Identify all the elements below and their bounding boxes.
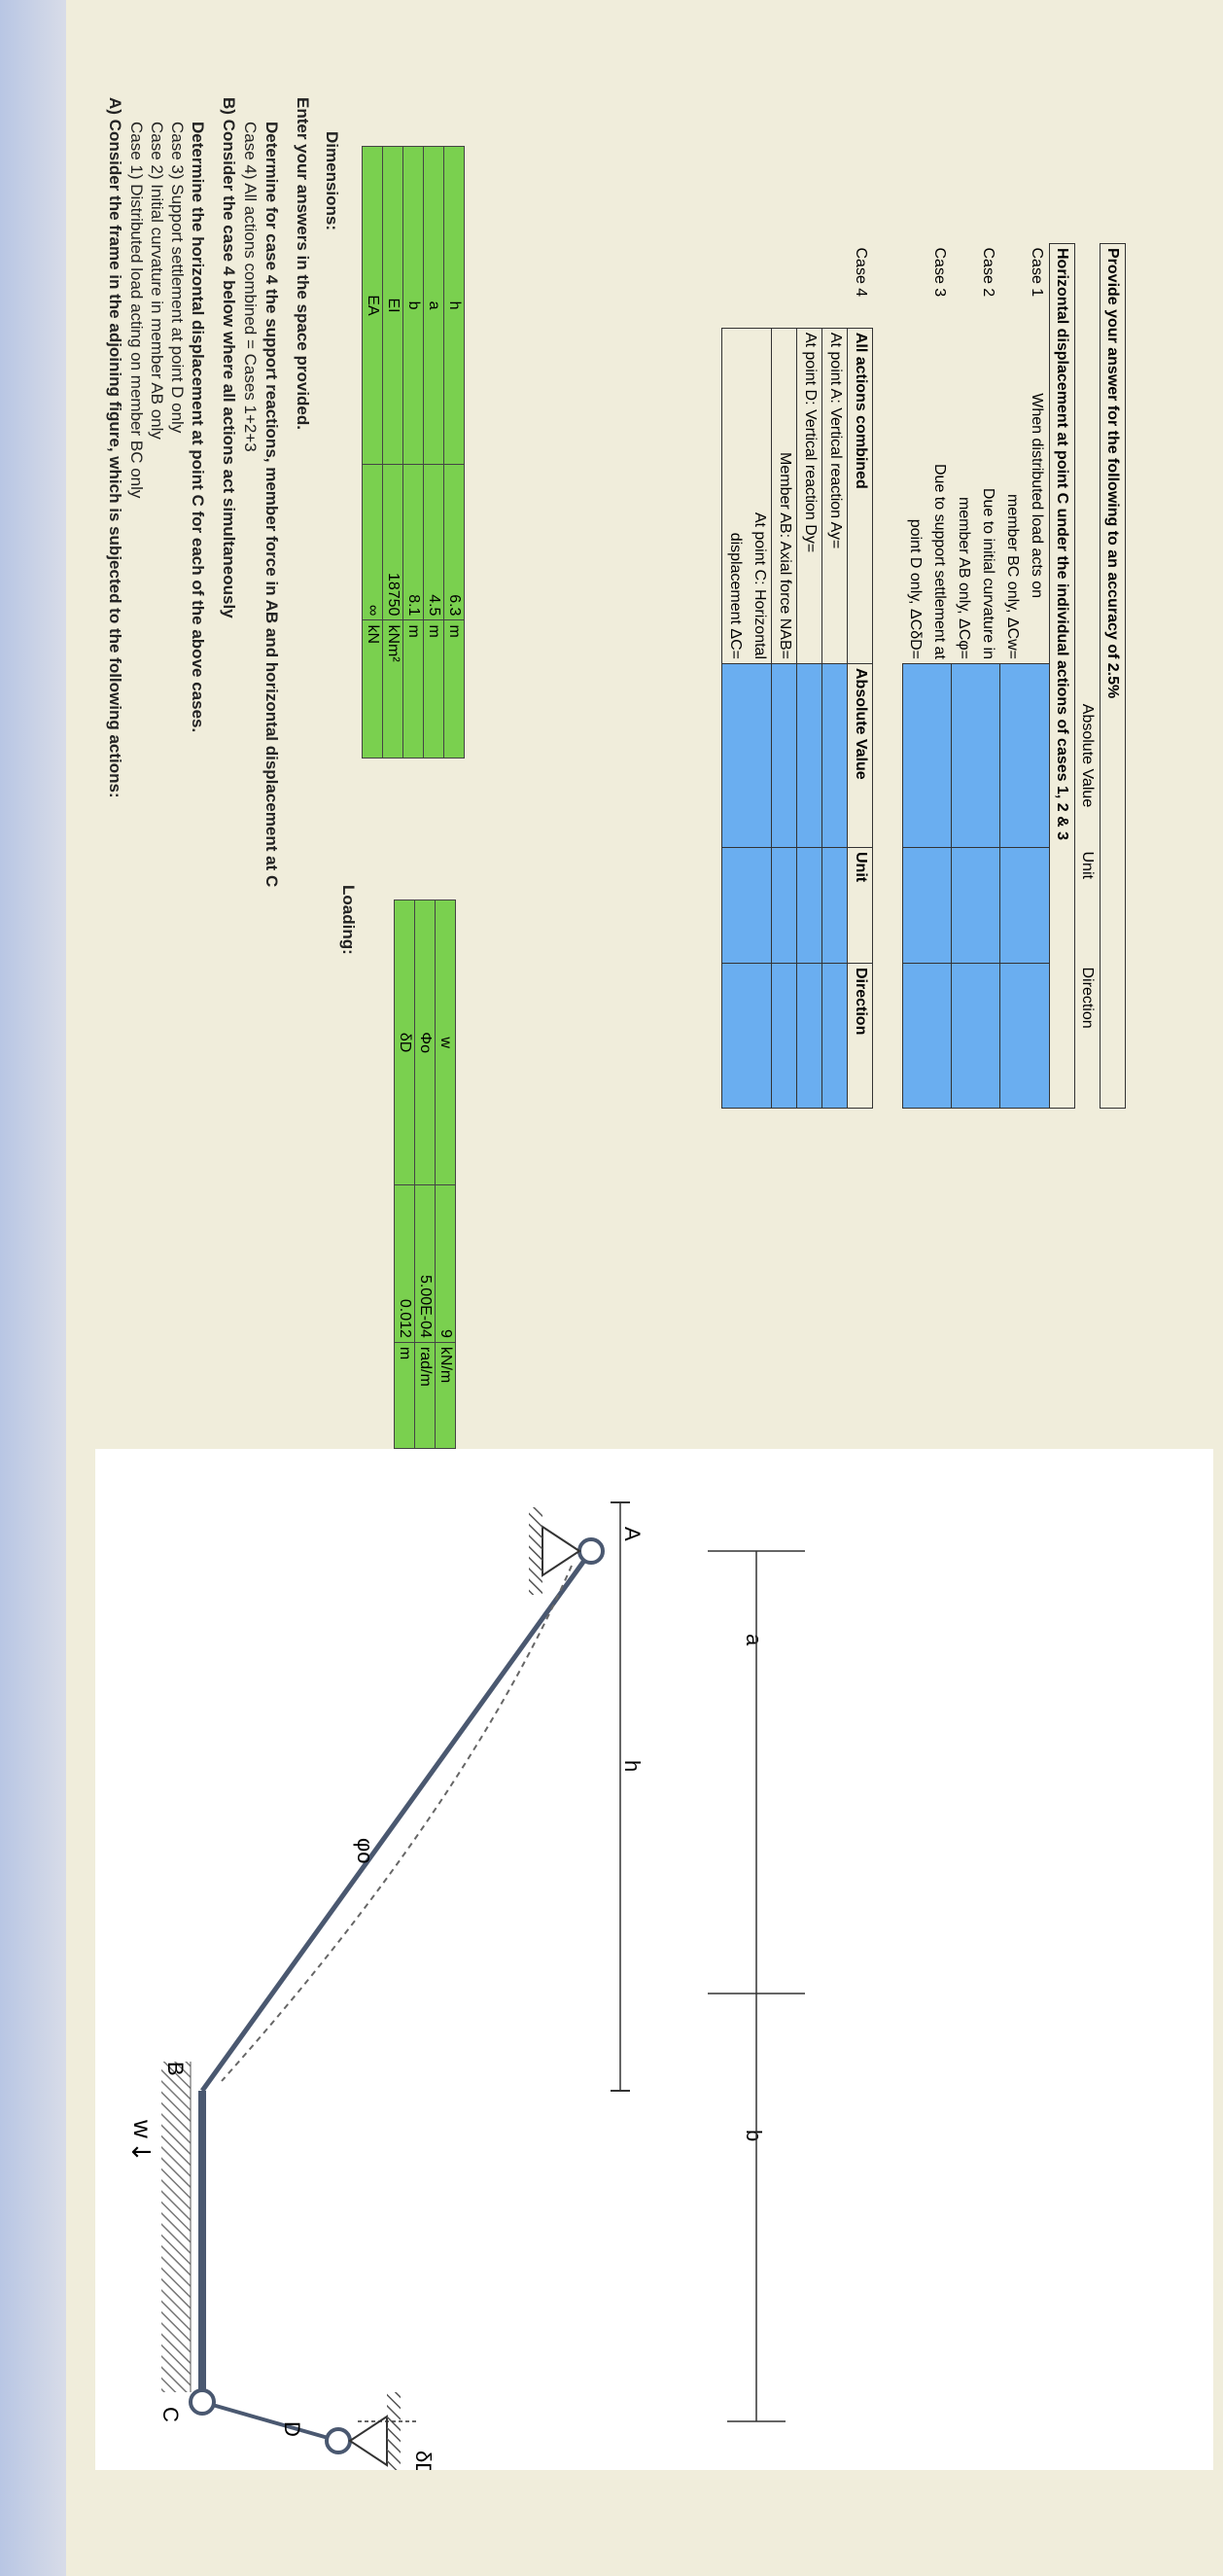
problem-a-title: A) Consider the frame in the adjoining figure, which is subjected to the following actions:: [106, 97, 124, 798]
case4-dy-label: At point D: Vertical reaction Dy=: [797, 328, 822, 663]
loading-label: Φo: [415, 900, 436, 1185]
label-a-dim: a: [742, 1634, 766, 1646]
label-h: h: [620, 1760, 645, 1773]
dy-unit-input[interactable]: [797, 848, 822, 964]
screen-edge: [0, 0, 66, 2576]
dimensions-label: b: [403, 147, 424, 465]
w-label: w: [128, 2120, 157, 2138]
dimensions-label: a: [424, 147, 444, 465]
dimensions-row: [444, 147, 465, 759]
ay-value-input[interactable]: [822, 664, 848, 848]
case4-label: Case 4: [853, 247, 869, 298]
dimensions-value: 4.5: [424, 465, 444, 620]
problem-a-task: Determine the horizontal displacement at point C for each of the above cases.: [189, 122, 207, 733]
dimensions-label: EA: [363, 147, 383, 465]
joint-c: [191, 2390, 214, 2414]
case4-ay-label: At point A: Vertical reaction Ay=: [822, 328, 848, 663]
case4-title: All actions combined: [848, 328, 873, 663]
label-c-point: C: [158, 2407, 183, 2422]
dc-unit-input[interactable]: [722, 848, 772, 964]
dc-value-input[interactable]: [722, 664, 772, 848]
section1-title: Horizontal displacement at point C under the individual actions of cases 1, 2 & 3: [1050, 244, 1075, 1109]
case2-desc1: Due to initial curvature in: [980, 487, 997, 659]
case2-unit-input[interactable]: [952, 848, 1000, 964]
frame-diagram: [95, 1449, 1213, 2470]
loading-row: [436, 900, 456, 1449]
loading-value: 0.012: [395, 1185, 415, 1343]
nab-direction-input[interactable]: [772, 964, 797, 1109]
case1-label: Case 1: [1029, 247, 1046, 298]
answer-table: [722, 243, 1127, 1109]
dimensions-unit: kNm²: [383, 620, 403, 759]
dy-direction-input[interactable]: [797, 964, 822, 1109]
loading-label: δD: [395, 900, 415, 1185]
case3-direction-input[interactable]: [903, 964, 952, 1109]
label-phi: φo: [353, 1838, 377, 1864]
dimensions-row: [363, 147, 383, 759]
arrow-down-icon: ↓: [125, 2141, 155, 2163]
case1-value-input[interactable]: [1000, 664, 1050, 848]
dimensions-value: 8.1: [403, 465, 424, 620]
case4-col-unit: Unit: [848, 848, 873, 964]
case3-unit-input[interactable]: [903, 848, 952, 964]
worksheet: [56, 0, 1223, 2576]
dy-value-input[interactable]: [797, 664, 822, 848]
support-d: [327, 2392, 401, 2470]
dimensions-row: [383, 147, 403, 759]
loading-unit: kN/m: [436, 1342, 456, 1448]
case4-dc-label2: displacement ΔC=: [722, 328, 748, 663]
case2-desc2: member AB only, ΔCφ=: [956, 496, 973, 659]
loading-unit: rad/m: [415, 1342, 436, 1448]
case3-value-input[interactable]: [903, 664, 952, 848]
col-unit-header: Unit: [1079, 851, 1097, 879]
dimensions-label: EI: [383, 147, 403, 465]
case4-dc-label1: At point C: Horizontal: [748, 328, 773, 663]
loading-title: Loading:: [339, 885, 358, 955]
case4-col-direction: Direction: [848, 964, 873, 1109]
frame-figure: [95, 1449, 1213, 2470]
dimensions-unit: kN: [363, 620, 383, 759]
dimensions-value: ∞: [363, 465, 383, 620]
dimensions-table: [362, 146, 465, 759]
case3-text: Case 3) Support settlement at point D only: [168, 122, 187, 434]
case1-desc1: When distributed load acts on: [1029, 393, 1046, 599]
loading-value: 5.00E-04: [415, 1185, 436, 1343]
case3-label: Case 3: [931, 247, 949, 298]
case3-desc2: point D only, ΔCδD=: [907, 518, 925, 659]
loading-row: [415, 900, 436, 1449]
support-a: [529, 1507, 603, 1595]
dimensions-row: [403, 147, 424, 759]
distributed-load: [161, 2062, 191, 2392]
case1-text: Case 1) Distributed load acting on member BC only: [127, 122, 146, 499]
loading-table: [394, 900, 456, 1449]
dimensions-label: h: [444, 147, 465, 465]
case2-direction-input[interactable]: [952, 964, 1000, 1109]
case1-unit-input[interactable]: [1000, 848, 1050, 964]
problem-b-title: B) Consider the case 4 below where all actions act simultaneously: [220, 97, 238, 618]
label-b-point: B: [163, 2062, 188, 2076]
label-d-point: D: [280, 2421, 304, 2437]
member-cd: [202, 2402, 338, 2441]
member-ab: [202, 1551, 591, 2091]
problem-b-task: Determine for case 4 the support reactions, member force in AB and horizontal displacement at C: [262, 122, 281, 888]
case2-label: Case 2: [980, 247, 997, 298]
case4-nab-label: Member AB: Axial force NAB=: [772, 328, 797, 663]
case1-direction-input[interactable]: [1000, 964, 1050, 1109]
loading-label: w: [436, 900, 456, 1185]
case1-desc2: member BC only, ΔCw=: [1004, 494, 1022, 659]
ay-unit-input[interactable]: [822, 848, 848, 964]
col-direction-header: Direction: [1079, 967, 1097, 1029]
dc-direction-input[interactable]: [722, 964, 772, 1109]
loading-value: 9: [436, 1185, 456, 1343]
nab-unit-input[interactable]: [772, 848, 797, 964]
dimensions-value: 18750: [383, 465, 403, 620]
dimensions-value: 6.3: [444, 465, 465, 620]
case2-text: Case 2) Initial curvature in member AB only: [148, 122, 166, 440]
case2-value-input[interactable]: [952, 664, 1000, 848]
dimensions-title: Dimensions:: [323, 131, 341, 231]
dimensions-unit: m: [403, 620, 424, 759]
ay-direction-input[interactable]: [822, 964, 848, 1109]
nab-value-input[interactable]: [772, 664, 797, 848]
loading-row: [395, 900, 415, 1449]
col-value-header: Absolute Value: [1079, 703, 1097, 808]
case4-text: Case 4) All actions combined = Cases 1+2+3: [241, 122, 260, 452]
dimensions-unit: m: [444, 620, 465, 759]
case3-desc1: Due to support settlement at: [931, 464, 949, 659]
enter-instructions: Enter your answers in the space provided.: [294, 97, 312, 430]
label-a-point: A: [620, 1527, 645, 1541]
label-b-dim: b: [742, 2130, 766, 2142]
label-delta: δD: [411, 2451, 436, 2470]
dimensions-unit: m: [424, 620, 444, 759]
case4-col-value: Absolute Value: [848, 664, 873, 848]
loading-unit: m: [395, 1342, 415, 1448]
dimensions-row: [424, 147, 444, 759]
accuracy-note: Provide your answer for the following to an accuracy of 2.5%: [1101, 244, 1126, 1109]
